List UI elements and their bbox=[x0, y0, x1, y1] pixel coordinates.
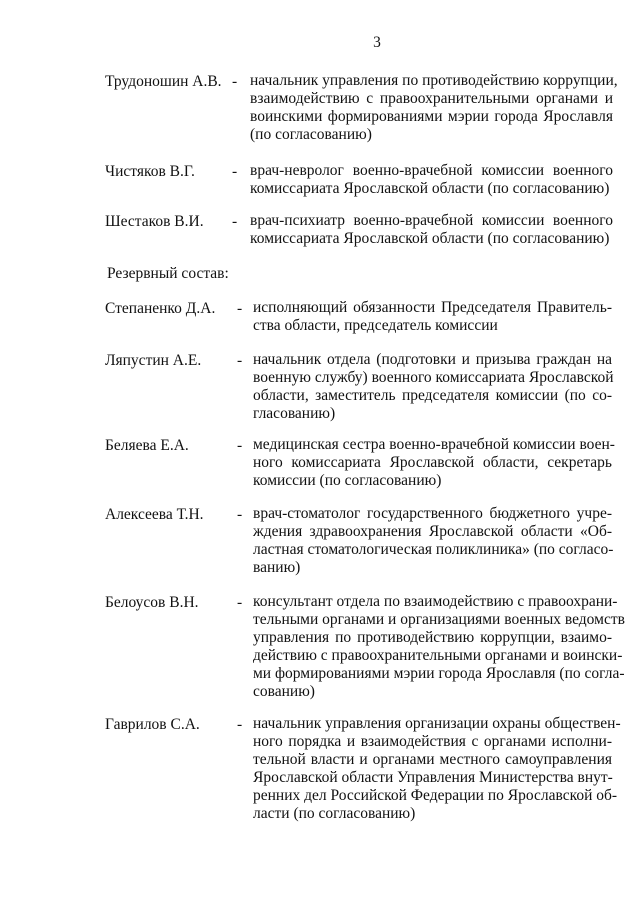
description-line: начальник управления организации охраны обществен- bbox=[253, 715, 621, 732]
description-line: ства области, председатель комиссии bbox=[253, 317, 498, 334]
member-name: Беляева Е.А. bbox=[105, 437, 189, 454]
member-name: Гаврилов С.А. bbox=[105, 716, 200, 733]
description-line: врач-стоматолог государственного бюджетного учре- bbox=[253, 505, 612, 522]
dash-separator: - bbox=[237, 716, 243, 733]
member-name: Шестаков В.И. bbox=[105, 213, 204, 230]
description-line: врач-психиатр военно-врачебной комиссии военного bbox=[250, 212, 613, 229]
member-name: Степаненко Д.А. bbox=[105, 300, 216, 317]
dash-separator: - bbox=[232, 213, 238, 230]
description-line: сованию) bbox=[253, 683, 315, 700]
description-line: врач-невролог военно-врачебной комиссии военного bbox=[250, 162, 613, 179]
description-line: консультант отдела по взаимодействию с правоохрани- bbox=[253, 593, 618, 610]
description-line: (по согласованию) bbox=[250, 126, 372, 143]
member-name: Белоусов В.Н. bbox=[105, 594, 199, 611]
dash-separator: - bbox=[237, 437, 243, 454]
member-description bbox=[253, 593, 625, 701]
member-name: Алексеева Т.Н. bbox=[105, 506, 204, 523]
description-line: тельной власти и органами местного самоуправления bbox=[253, 751, 612, 768]
page-number: 3 bbox=[373, 34, 381, 51]
description-line: медицинская сестра военно-врачебной комиссии воен- bbox=[253, 436, 615, 453]
description-line: комиссии (по согласованию) bbox=[253, 472, 442, 489]
member-description bbox=[253, 436, 615, 490]
reserve-section-heading: Резервный состав: bbox=[107, 265, 229, 282]
description-line: комиссариата Ярославской области (по согласованию) bbox=[250, 180, 610, 197]
dash-separator: - bbox=[237, 594, 243, 611]
member-description bbox=[253, 351, 612, 423]
description-line: гласованию) bbox=[253, 405, 336, 422]
description-line: ми формированиями мэрии города Ярославля (по согла- bbox=[253, 665, 625, 682]
member-description bbox=[253, 505, 612, 577]
description-line: ванию) bbox=[253, 559, 301, 576]
description-line: ждения здравоохранения Ярославской области «Об- bbox=[253, 523, 612, 540]
description-line: комиссариата Ярославской области (по согласованию) bbox=[250, 230, 610, 247]
dash-separator: - bbox=[237, 300, 243, 317]
description-line: начальник отдела (подготовки и призыва граждан на bbox=[253, 351, 612, 368]
description-line: ластная стоматологическая поликлиника» (по согласо- bbox=[253, 541, 614, 558]
description-line: управления по противодействию коррупции, взаимо- bbox=[253, 629, 612, 646]
description-line: начальник управления по противодействию коррупции, bbox=[250, 72, 618, 89]
description-line: исполняющий обязанности Председателя Правитель- bbox=[253, 299, 612, 316]
description-line: ного комиссариата Ярославской области, секретарь bbox=[253, 454, 612, 471]
description-line: ного порядка и взаимодействия с органами исполни- bbox=[253, 733, 612, 750]
member-description bbox=[250, 212, 613, 248]
member-description bbox=[253, 715, 621, 823]
description-line: воинскими формированиями мэрии города Ярославля bbox=[250, 108, 613, 125]
description-line: тельными органами и организациями военных ведомств bbox=[253, 611, 625, 628]
description-line: ренних дел Российской Федерации по Ярославской об- bbox=[253, 787, 618, 804]
member-description bbox=[250, 162, 613, 198]
dash-separator: - bbox=[232, 163, 238, 180]
description-line: Ярославской области Управления Министерства внут- bbox=[253, 769, 613, 786]
member-name: Трудоношин А.В. bbox=[105, 73, 222, 90]
member-description bbox=[250, 72, 618, 144]
description-line: области, заместитель председателя комиссии (по со- bbox=[253, 387, 612, 404]
description-line: взаимодействию с правоохранительными органами и bbox=[250, 90, 613, 107]
member-name: Чистяков В.Г. bbox=[105, 163, 195, 180]
dash-separator: - bbox=[232, 73, 238, 90]
member-description bbox=[253, 299, 612, 335]
member-name: Ляпустин А.Е. bbox=[105, 352, 202, 369]
description-line: действию с правоохранительными органами и воински- bbox=[253, 647, 623, 664]
description-line: военную службу) военного комиссариата Ярославской bbox=[253, 369, 614, 386]
dash-separator: - bbox=[237, 506, 243, 523]
description-line: ласти (по согласованию) bbox=[253, 805, 416, 822]
dash-separator: - bbox=[237, 352, 243, 369]
